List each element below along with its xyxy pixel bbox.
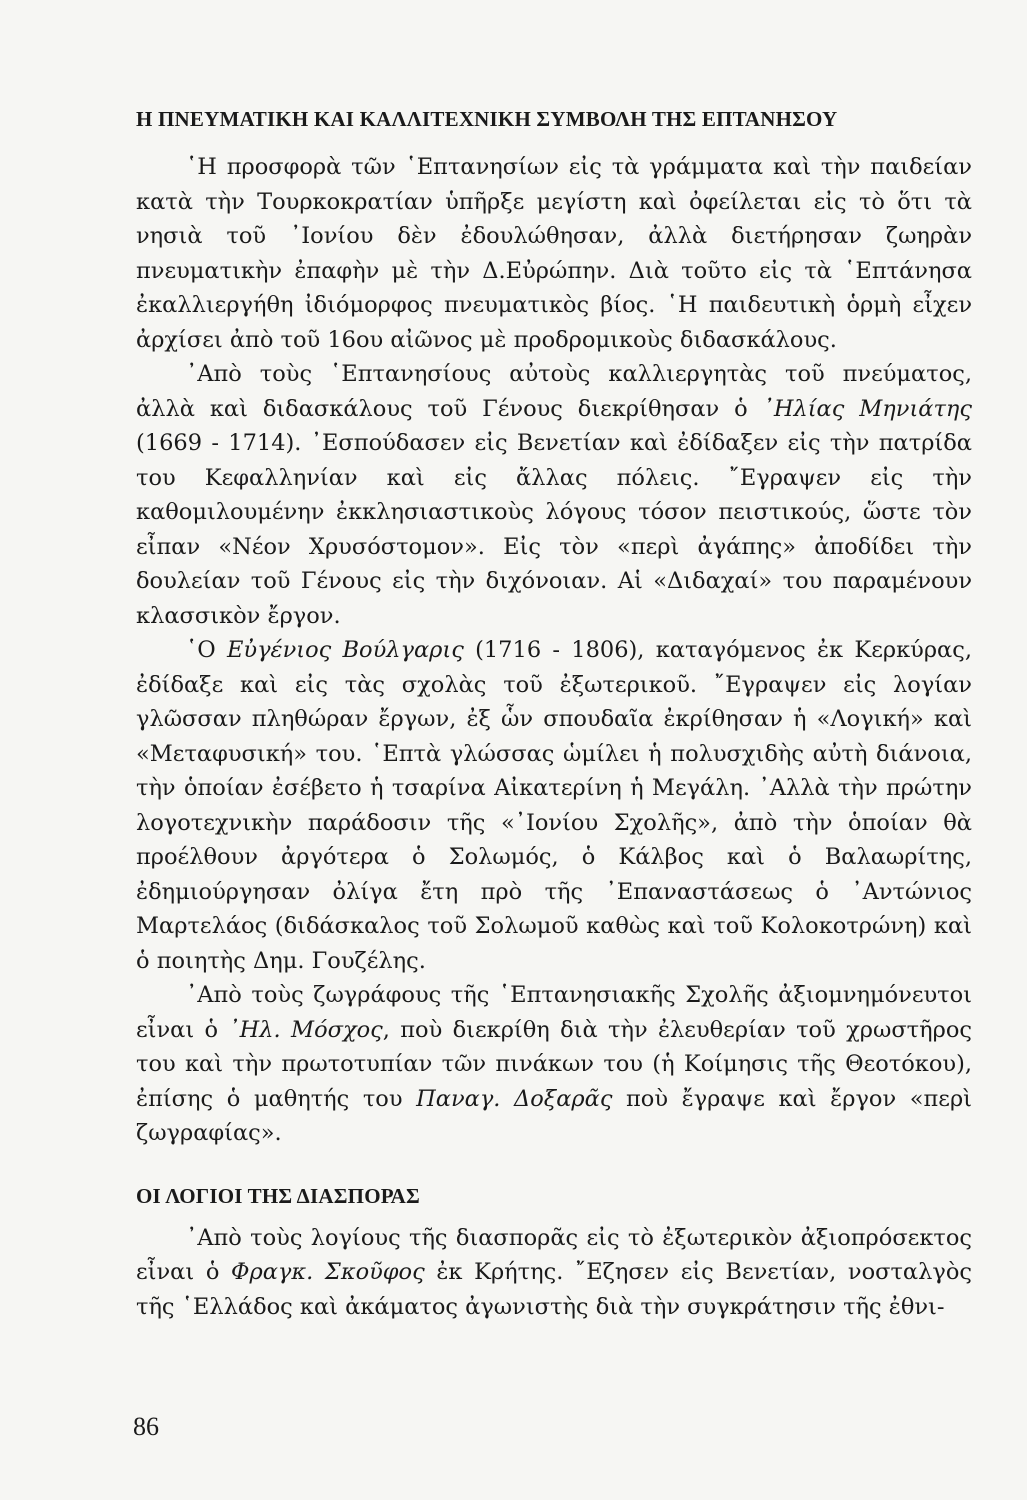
paragraph-skoufos	[136, 1221, 972, 1325]
paragraph-miniatis	[136, 357, 972, 633]
page-number: 86	[133, 1412, 159, 1441]
text-run: , ποὺ διεκρίθη διὰ τὴν ἐλευθερίαν τοῦ χρωστῆρος του καὶ τὴν πρωτοτυπίαν τῶν πινάκων του (ἡ Κοίμησις τῆς Θεοτόκου), ἐπίσης ὁ μαθητής του	[136, 1016, 972, 1112]
person-name-voulgaris: Εὐγένιος Βούλγαρις	[226, 637, 464, 663]
paragraph-heptanese-contribution: ῾Η προσφορὰ τῶν ῾Επτανησίων εἰς τὰ γράμματα καὶ τὴν παιδείαν κατὰ τὴν Τουρκοκρατίαν ὑπῆρξε μεγίστη καὶ ὀφείλεται εἰς τὸ ὅτι τὰ νησιὰ τοῦ ᾿Ιονίου δὲν ἐδουλώθησαν, ἀλλὰ διετήρησαν ζωηρὰν πνευματικὴν ἐπαφὴν μὲ τὴν Δ.Εὐρώπην. Διὰ τοῦτο εἰς τὰ ῾Επτάνησα ἐκαλλιεργήθη ἰδιόμορφος πνευματικὸς βίος. ῾Η παιδευτικὴ ὁρμὴ εἶχεν ἀρχίσει ἀπὸ τοῦ 16ου αἰῶνος μὲ προδρομικοὺς διδασκάλους.	[136, 154, 972, 353]
text-run: ποὺ ἔγραψε καὶ ἔργον «περὶ ζωγραφίας».	[136, 1085, 972, 1146]
text-run: ἐκ Κρήτης. ῎Εζησεν εἰς Βενετίαν, νοσταλγὸς τῆς ῾Ελλάδος καὶ ἀκάματος ἀγωνιστὴς διὰ τὴν συγκράτησιν τῆς ἐθνι-	[136, 1259, 972, 1320]
section-heading-heptanese: Η ΠΝΕΥΜΑΤΙΚΗ ΚΑΙ ΚΑΛΛΙΤΕΧΝΙΚΗ ΣΥΜΒΟΛΗ ΤΗΣ ΕΠΤΑΝΗΣΟΥ	[136, 107, 838, 131]
text-run: ᾿Απὸ τοὺς ζωγράφους τῆς ῾Επτανησιακῆς Σχολῆς ἀξιομνημόνευτοι εἶναι ὁ	[136, 982, 972, 1043]
section-heading-diaspora: ΟΙ ΛΟΓΙΟΙ ΤΗΣ ΔΙΑΣΠΟΡΑΣ	[136, 1183, 420, 1208]
page-text	[136, 100, 972, 1324]
paragraph-painters	[136, 978, 972, 1151]
paragraph-voulgaris	[136, 633, 972, 978]
text-run: ᾿Απὸ τοὺς ῾Επτανησίους αὐτοὺς καλλιεργητὰς τοῦ πνεύματος, ἀλλὰ καὶ διδασκάλους τοῦ Γένους διεκρίθησαν ὁ	[136, 361, 972, 422]
person-name-moschos: ᾿Ηλ. Μόσχος	[228, 1016, 383, 1043]
text-run: (1716 - 1806), καταγόμενος ἐκ Κερκύρας, ἐδίδαξε καὶ εἰς τὰς σχολὰς τοῦ ἐξωτερικοῦ. ῎Εγραψεν εἰς λογίαν γλῶσσαν πληθώραν ἔργων, ἐξ ὧν σπουδαῖα ἐκρίθησαν ἡ «Λογική» καὶ «Μεταφυσική» του. ῾Επτὰ γλώσσας ὡμίλει ἡ πολυσχιδὴς αὐτὴ διάνοια, τὴν ὁποίαν ἐσέβετο ἡ τσαρίνα Αἰκατερίνη ἡ Μεγάλη. ᾿Αλλὰ τὴν πρώτην λογοτεχνικὴν παράδοσιν τῆς «᾿Ιονίου Σχολῆς», ἀπὸ τὴν ὁποίαν θὰ προέλθουν ἀργότερα ὁ Σολωμός, ὁ Κάλβος καὶ ὁ Βαλαωρίτης, ἐδημιούργησαν ὀλίγα ἔτη πρὸ τῆς ᾿Επαναστάσεως ὁ ᾿Αντώνιος Μαρτελάος (διδάσκαλος τοῦ Σολωμοῦ καθὼς καὶ τοῦ Κολοκοτρώνη) καὶ ὁ ποιητὴς Δημ. Γουζέλης.	[136, 637, 972, 974]
person-name-miniatis: ᾿Ηλίας Μηνιάτης	[762, 395, 972, 422]
text-run: ᾿Απὸ τοὺς λογίους τῆς διασπορᾶς εἰς τὸ ἐξωτερικὸν ἀξιοπρόσεκτος εἶναι ὁ	[136, 1224, 972, 1285]
text-run: ῾Ο	[186, 637, 227, 663]
text-run: (1669 - 1714). ᾿Εσπούδασεν εἰς Βενετίαν καὶ ἐδίδαξεν εἰς τὴν πατρίδα του Κεφαλληνίαν καὶ εἰς ἄλλας πόλεις. ῎Εγραψεν εἰς τὴν καθομιλουμένην ἐκκλησιαστικοὺς λόγους τόσον πειστικούς, ὥστε τὸν εἶπαν «Νέον Χρυσόστομον». Εἰς τὸν «περὶ ἀγάπης» ἀποδίδει τὴν δουλείαν τοῦ Γένους εἰς τὴν διχόνοιαν. Αἱ «Διδαχαί» του παραμένουν κλασσικὸν ἔργον.	[136, 430, 972, 629]
person-name-doxaras: Παναγ. Δοξαρᾶς	[416, 1085, 613, 1112]
person-name-skoufos: Φραγκ. Σκοῦφος	[231, 1259, 425, 1285]
